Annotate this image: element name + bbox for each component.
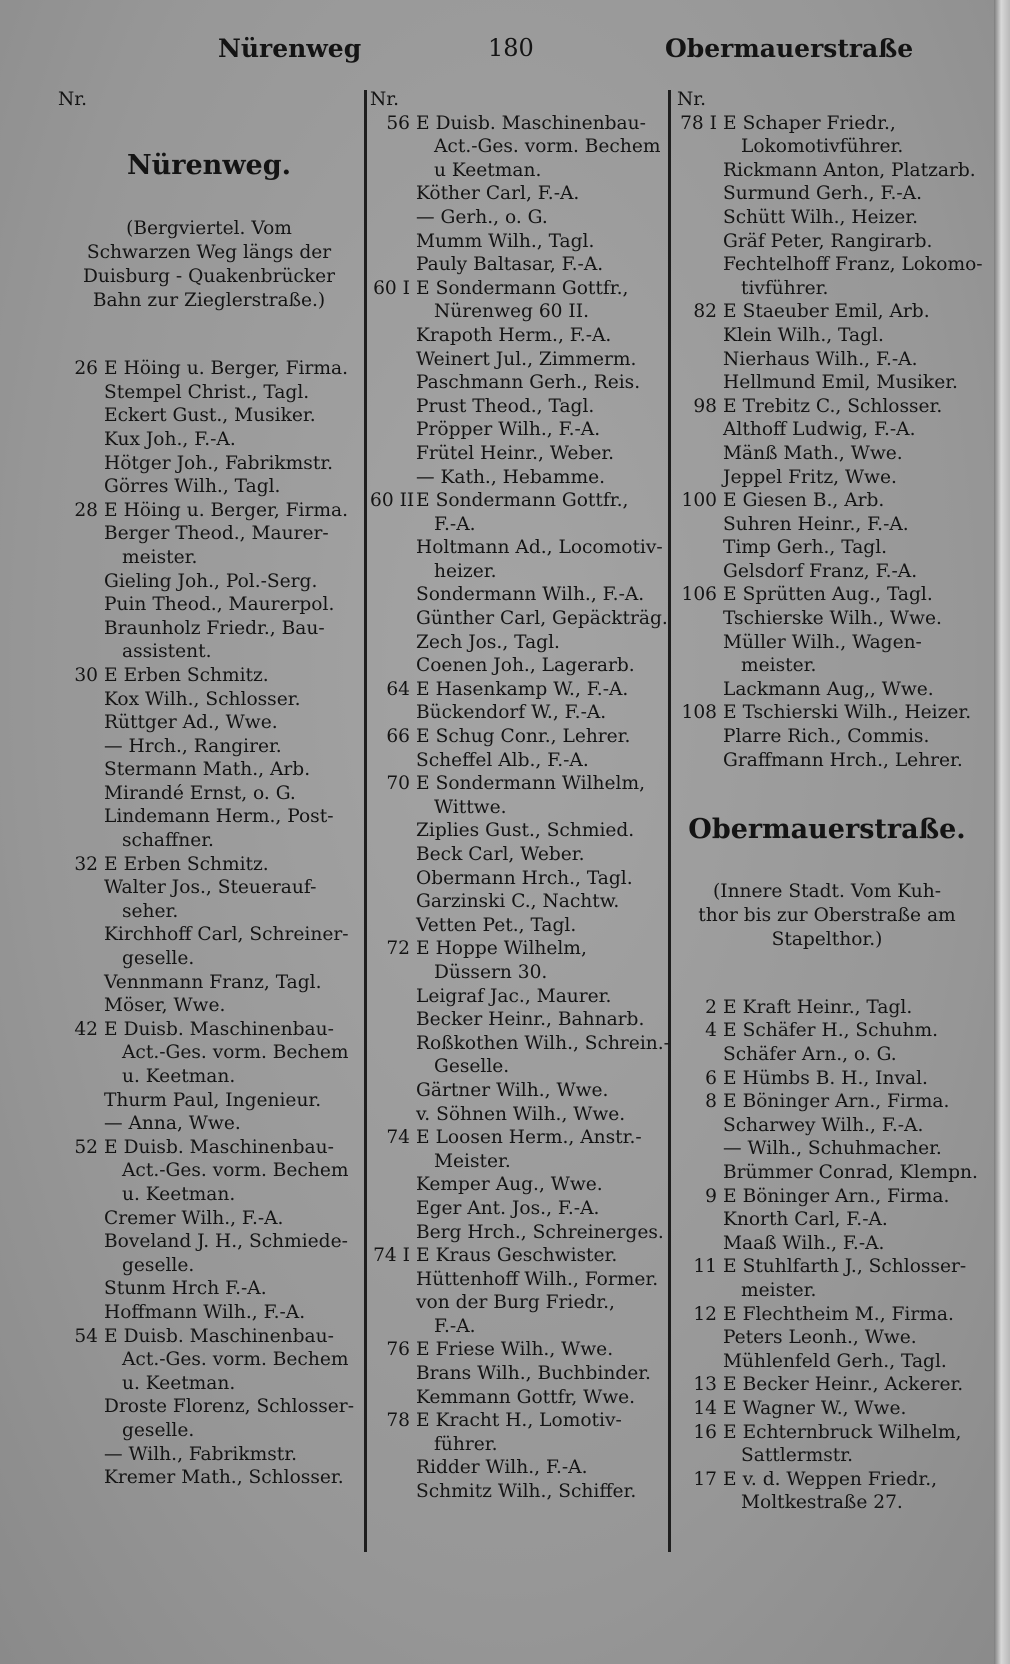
resident-entry: Stunm Hrch F.-A. xyxy=(104,1278,267,1300)
resident-entry: Althoff Ludwig, F.-A. xyxy=(723,419,916,441)
owner-marker: E xyxy=(723,1020,737,1042)
resident-entry: Gieling Joh., Pol.-Serg. xyxy=(104,570,318,592)
resident-entry: Ridder Wilh., F.-A. xyxy=(416,1457,588,1479)
house-number: 60 II xyxy=(370,490,415,512)
resident-entry: von der Burg Friedr., xyxy=(416,1292,615,1314)
house-entry xyxy=(370,937,665,961)
house-entry xyxy=(677,489,977,513)
owner-name: Hoppe Wilhelm, xyxy=(435,938,587,960)
house-number: 54 xyxy=(74,1325,98,1347)
description-line: Bahn zur Zieglerstraße.) xyxy=(92,290,326,312)
resident-entry: Mänß Math., Wwe. xyxy=(723,442,903,464)
house-entry xyxy=(370,772,665,796)
resident-entry: — Wilh., Schuhmacher. xyxy=(723,1138,942,1160)
owner-marker: E xyxy=(723,395,737,417)
owner-name: Duisb. Maschinenbau- xyxy=(435,112,646,134)
house-entry xyxy=(677,1303,977,1327)
owner-marker: E xyxy=(723,1067,737,1089)
house-number: 72 xyxy=(386,938,410,960)
owner-marker: E xyxy=(104,499,118,521)
owner-name: Duisb. Maschinenbau- xyxy=(123,1136,334,1158)
house-number: 28 xyxy=(74,499,98,521)
owner-name: Flechtheim M., Firma. xyxy=(742,1303,954,1325)
house-number: 78 I xyxy=(680,112,717,134)
owner-marker: E xyxy=(416,1410,430,1432)
resident-entry: Görres Wilh., Tagl. xyxy=(104,476,281,498)
house-number: 98 xyxy=(693,395,717,417)
house-entry xyxy=(370,112,665,136)
owner-name: Duisb. Maschinenbau- xyxy=(123,1325,334,1347)
resident-entry: Kux Joh., F.-A. xyxy=(104,428,236,450)
owner-name: Sondermann Wilhelm, xyxy=(435,773,646,795)
owner-name: Kraft Heinr., Tagl. xyxy=(742,996,913,1018)
entry-continuation: u Keetman. xyxy=(434,159,542,181)
owner-name: Schaper Friedr., xyxy=(742,112,896,134)
house-entry xyxy=(677,1090,977,1114)
house-entry xyxy=(58,357,360,381)
resident-entry: Suhren Heinr., F.-A. xyxy=(723,513,909,535)
house-entry xyxy=(370,1126,665,1150)
resident-entry: Brans Wilh., Buchbinder. xyxy=(416,1363,651,1385)
house-entry xyxy=(677,583,977,607)
resident-entry: Thurm Paul, Ingenieur. xyxy=(104,1089,322,1111)
resident-entry: Schäfer Arn., o. G. xyxy=(723,1044,897,1065)
owner-name: Wagner W., Wwe. xyxy=(742,1397,907,1419)
owner-marker: E xyxy=(104,1325,118,1347)
owner-name: Kraus Geschwister. xyxy=(435,1245,618,1267)
entry-continuation: Act.-Ges. vorm. Bechem xyxy=(122,1042,349,1064)
house-number: 108 xyxy=(681,702,717,724)
house-entry xyxy=(677,1468,977,1492)
owner-name: Erben Schmitz. xyxy=(123,664,269,686)
house-number: 78 xyxy=(386,1410,410,1432)
entry-continuation: meister. xyxy=(741,655,817,677)
resident-entry: Nierhaus Wilh., F.-A. xyxy=(723,348,918,370)
resident-entry: Bückendorf W., F.-A. xyxy=(416,702,607,724)
resident-entry: Kemmann Gottfr, Wwe. xyxy=(416,1386,636,1408)
owner-name: Böninger Arn., Firma. xyxy=(742,1185,950,1207)
owner-marker: E xyxy=(723,1091,737,1113)
resident-entry: Kirchhoff Carl, Schreiner- xyxy=(104,924,349,946)
resident-entry: Schütt Wilh., Heizer. xyxy=(723,206,919,228)
resident-entry: Klein Wilh., Tagl. xyxy=(723,324,884,346)
owner-marker: E xyxy=(723,1468,737,1490)
house-number: 70 xyxy=(386,773,410,795)
house-number: 106 xyxy=(681,584,717,606)
resident-entry: Graffmann Hrch., Lehrer. xyxy=(723,749,963,771)
resident-entry: Paschmann Gerh., Reis. xyxy=(416,372,641,394)
house-entry xyxy=(58,1325,360,1349)
house-entry xyxy=(58,853,360,877)
owner-marker: E xyxy=(723,301,737,323)
entry-continuation: Act.-Ges. vorm. Bechem xyxy=(434,136,661,158)
resident-entry: Pröpper Wilh., F.-A. xyxy=(416,419,601,441)
owner-name: Echternbruck Wilhelm, xyxy=(742,1421,962,1443)
owner-name: Schug Conr., Lehrer. xyxy=(435,726,631,748)
entry-list-col3-nurenweg xyxy=(677,112,983,773)
entry-continuation: assistent. xyxy=(122,641,212,663)
house-number: 74 xyxy=(386,1127,410,1149)
resident-entry: Stempel Christ., Tagl. xyxy=(104,381,310,403)
nr-label: Nr. xyxy=(677,89,707,110)
owner-marker: E xyxy=(416,1245,430,1267)
resident-entry: Prust Theod., Tagl. xyxy=(416,395,595,417)
resident-entry: Hüttenhoff Wilh., Former. xyxy=(416,1268,659,1290)
owner-marker: E xyxy=(416,490,430,512)
resident-entry: Gelsdorf Franz, F.-A. xyxy=(723,560,918,582)
owner-name: Höing u. Berger, Firma. xyxy=(123,499,349,521)
resident-entry: — Anna, Wwe. xyxy=(104,1113,241,1135)
owner-marker: E xyxy=(723,1374,737,1396)
house-entry xyxy=(677,1397,977,1421)
entry-list-col2 xyxy=(370,112,670,1504)
resident-entry: Eckert Gust., Musiker. xyxy=(104,405,316,427)
owner-name: Becker Heinr., Ackerer. xyxy=(742,1374,964,1396)
entry-continuation: führer. xyxy=(434,1433,498,1455)
owner-marker: E xyxy=(723,1397,737,1419)
resident-entry: Roßkothen Wilh., Schrein.- xyxy=(416,1032,670,1054)
description-line: (Innere Stadt. Vom Kuh- xyxy=(712,880,942,902)
resident-entry: Lindemann Herm., Post- xyxy=(104,806,334,828)
house-entry xyxy=(677,1255,977,1279)
description-line: (Bergviertel. Vom xyxy=(126,218,292,240)
owner-name: Giesen B., Arb. xyxy=(742,490,885,512)
owner-marker: E xyxy=(723,702,737,724)
resident-entry: Müller Wilh., Wagen- xyxy=(723,631,922,653)
resident-entry: — Kath., Hebamme. xyxy=(416,466,606,488)
resident-entry: Kemper Aug., Wwe. xyxy=(416,1174,603,1196)
owner-marker: E xyxy=(723,490,737,512)
entry-continuation: Act.-Ges. vorm. Bechem xyxy=(122,1349,349,1371)
house-entry xyxy=(677,300,977,324)
resident-entry: Eger Ant. Jos., F.-A. xyxy=(416,1197,600,1219)
column-rule-1 xyxy=(364,90,367,1552)
entry-continuation: F.-A. xyxy=(434,513,476,535)
owner-marker: E xyxy=(104,664,118,686)
resident-entry: Gräf Peter, Rangirarb. xyxy=(723,230,933,252)
owner-marker: E xyxy=(416,1127,430,1149)
resident-entry: Kox Wilh., Schlosser. xyxy=(104,688,301,710)
page-edge xyxy=(994,0,1010,1664)
resident-entry: Garzinski C., Nachtw. xyxy=(416,891,620,913)
house-number: 60 I xyxy=(373,277,410,299)
house-entry xyxy=(58,499,360,523)
entry-continuation: heizer. xyxy=(434,560,497,582)
house-number: 100 xyxy=(681,490,717,512)
entry-continuation: F.-A. xyxy=(434,1315,476,1337)
entry-list-col3-obermauerstrasse xyxy=(677,996,977,1515)
resident-entry: Möser, Wwe. xyxy=(104,995,226,1017)
entry-continuation: Nürenweg 60 II. xyxy=(434,301,590,323)
owner-name: Friese Wilh., Wwe. xyxy=(435,1339,614,1361)
house-number: 8 xyxy=(705,1091,717,1113)
resident-entry: Beck Carl, Weber. xyxy=(416,844,585,865)
entry-continuation: Act.-Ges. vorm. Bechem xyxy=(122,1160,349,1182)
resident-entry: Scheffel Alb., F.-A. xyxy=(416,749,589,771)
entry-continuation: tivführer. xyxy=(741,277,829,299)
house-entry xyxy=(677,1421,977,1445)
owner-name: Sondermann Gottfr., xyxy=(435,490,629,512)
resident-entry: Hoffmann Wilh., F.-A. xyxy=(104,1301,306,1323)
resident-entry: — Hrch., Rangirer. xyxy=(104,735,282,757)
house-entry xyxy=(58,1018,360,1042)
page-number: 180 xyxy=(488,34,534,62)
house-number: 2 xyxy=(705,996,717,1018)
section-description-obermauerstrasse xyxy=(677,880,977,952)
resident-entry: Timp Gerh., Tagl. xyxy=(723,537,888,559)
house-number: 11 xyxy=(693,1256,717,1278)
house-entry xyxy=(58,1136,360,1160)
house-entry xyxy=(370,678,665,702)
entry-continuation: Moltkestraße 27. xyxy=(741,1492,903,1514)
resident-entry: Mumm Wilh., Tagl. xyxy=(416,230,595,252)
entry-continuation: Geselle. xyxy=(434,1056,510,1078)
owner-name: Hasenkamp W., F.-A. xyxy=(435,678,629,700)
house-entry xyxy=(677,1067,977,1091)
resident-entry: Surmund Gerh., F.-A. xyxy=(723,183,922,205)
resident-entry: Hellmund Emil, Musiker. xyxy=(723,372,958,394)
house-entry xyxy=(58,664,360,688)
owner-marker: E xyxy=(416,112,430,134)
entry-continuation: u. Keetman. xyxy=(122,1066,236,1087)
house-number: 74 I xyxy=(373,1245,410,1267)
entry-continuation: geselle. xyxy=(122,1419,195,1441)
resident-entry: Puin Theod., Maurerpol. xyxy=(104,594,335,616)
owner-name: Staeuber Emil, Arb. xyxy=(742,301,930,323)
entry-continuation: geselle. xyxy=(122,948,195,970)
owner-name: Sondermann Gottfr., xyxy=(435,277,629,299)
house-entry xyxy=(677,112,977,136)
owner-marker: E xyxy=(416,938,430,960)
header-left-street: Nürenweg xyxy=(218,34,362,63)
house-number: 42 xyxy=(74,1018,98,1040)
resident-entry: Vennmann Franz, Tagl. xyxy=(104,971,322,993)
house-number: 56 xyxy=(386,112,410,134)
column-3 xyxy=(677,88,983,1558)
resident-entry: Tschierske Wilh., Wwe. xyxy=(723,608,942,630)
resident-entry: Sondermann Wilh., F.-A. xyxy=(416,584,645,606)
entry-continuation: Wittwe. xyxy=(434,796,507,818)
house-entry xyxy=(677,1185,977,1209)
column-2 xyxy=(370,88,670,1558)
resident-entry: Pauly Baltasar, F.-A. xyxy=(416,254,604,276)
owner-marker: E xyxy=(416,277,430,299)
resident-entry: Berger Theod., Maurer- xyxy=(104,523,329,545)
owner-marker: E xyxy=(104,358,118,380)
house-entry xyxy=(677,395,977,419)
house-number: 26 xyxy=(74,358,98,380)
resident-entry: Jeppel Fritz, Wwe. xyxy=(723,466,897,488)
section-description-nurenweg xyxy=(58,217,360,313)
owner-marker: E xyxy=(723,112,737,134)
resident-entry: — Wilh., Fabrikmstr. xyxy=(104,1443,298,1465)
owner-name: Duisb. Maschinenbau- xyxy=(123,1018,334,1040)
resident-entry: Walter Jos., Steuerauf- xyxy=(104,877,317,899)
description-line: Duisburg - Quakenbrücker xyxy=(82,266,336,288)
entry-continuation: geselle. xyxy=(122,1254,195,1276)
owner-marker: E xyxy=(723,1185,737,1207)
owner-name: Tschierski Wilh., Heizer. xyxy=(742,702,972,724)
resident-entry: Berg Hrch., Schreinerges. xyxy=(416,1221,664,1243)
owner-name: Trebitz C., Schlosser. xyxy=(742,395,943,417)
resident-entry: — Gerh., o. G. xyxy=(416,206,548,228)
description-line: thor bis zur Oberstraße am xyxy=(698,904,956,926)
resident-entry: Krapoth Herm., F.-A. xyxy=(416,324,612,346)
resident-entry: Cremer Wilh., F.-A. xyxy=(104,1207,284,1229)
owner-name: Hümbs B. H., Inval. xyxy=(742,1067,928,1089)
owner-marker: E xyxy=(416,678,430,700)
owner-name: Sprütten Aug., Tagl. xyxy=(742,584,933,606)
resident-entry: Obermann Hrch., Tagl. xyxy=(416,867,633,889)
owner-marker: E xyxy=(104,1018,118,1040)
resident-entry: Rickmann Anton, Platzarb. xyxy=(723,159,976,181)
house-number: 17 xyxy=(693,1468,717,1490)
house-entry xyxy=(677,996,977,1020)
house-entry xyxy=(370,1244,665,1268)
page-header xyxy=(0,34,1010,70)
owner-name: Erben Schmitz. xyxy=(123,853,269,875)
house-entry xyxy=(677,1019,977,1043)
house-number: 9 xyxy=(705,1185,717,1207)
entry-continuation: Meister. xyxy=(434,1150,511,1172)
resident-entry: Coenen Joh., Lagerarb. xyxy=(416,655,635,677)
house-number: 66 xyxy=(386,726,410,748)
description-line: Schwarzen Weg längs der xyxy=(86,242,332,264)
house-number: 76 xyxy=(386,1339,410,1361)
house-number: 12 xyxy=(693,1303,717,1325)
header-right-street: Obermauerstraße xyxy=(665,34,914,63)
resident-entry: Gärtner Wilh., Wwe. xyxy=(416,1079,609,1101)
owner-name: Schäfer H., Schuhm. xyxy=(742,1020,939,1042)
resident-entry: Zech Jos., Tagl. xyxy=(416,631,560,653)
resident-entry: Lackmann Aug,, Wwe. xyxy=(723,678,934,700)
section-title-obermauerstrasse: Obermauerstraße. xyxy=(688,814,966,846)
entry-continuation: schaffner. xyxy=(122,830,214,852)
house-number: 13 xyxy=(693,1374,717,1396)
resident-entry: Maaß Wilh., F.-A. xyxy=(723,1232,885,1254)
resident-entry: Peters Leonh., Wwe. xyxy=(723,1327,917,1349)
resident-entry: Stermann Math., Arb. xyxy=(104,759,311,781)
owner-name: v. d. Weppen Friedr., xyxy=(742,1468,938,1490)
house-entry xyxy=(370,1338,665,1362)
house-entry xyxy=(370,489,665,513)
resident-entry: Leigraf Jac., Maurer. xyxy=(416,985,612,1007)
owner-marker: E xyxy=(416,773,430,795)
house-entry xyxy=(370,1409,665,1433)
entry-continuation: meister. xyxy=(122,546,198,568)
resident-entry: v. Söhnen Wilh., Wwe. xyxy=(416,1103,626,1125)
owner-marker: E xyxy=(723,1421,737,1443)
resident-entry: Vetten Pet., Tagl. xyxy=(416,914,577,936)
nr-label: Nr. xyxy=(370,89,400,110)
owner-marker: E xyxy=(416,726,430,748)
resident-entry: Schmitz Wilh., Schiffer. xyxy=(416,1481,637,1503)
owner-name: Böninger Arn., Firma. xyxy=(742,1091,950,1113)
entry-continuation: Lokomotivführer. xyxy=(741,136,904,158)
owner-marker: E xyxy=(104,1136,118,1158)
resident-entry: Braunholz Friedr., Bau- xyxy=(104,617,325,639)
resident-entry: Frütel Heinr., Weber. xyxy=(416,442,615,464)
owner-marker: E xyxy=(723,996,737,1018)
resident-entry: Kremer Math., Schlosser. xyxy=(104,1467,344,1489)
house-entry xyxy=(677,1373,977,1397)
house-number: 30 xyxy=(74,664,98,686)
entry-continuation: meister. xyxy=(741,1279,817,1301)
owner-name: Kracht H., Lomotiv- xyxy=(435,1410,622,1432)
house-number: 4 xyxy=(705,1020,717,1042)
owner-marker: E xyxy=(416,1339,430,1361)
entry-continuation: u. Keetman. xyxy=(122,1183,236,1205)
house-number: 52 xyxy=(74,1136,98,1158)
house-entry xyxy=(677,701,977,725)
resident-entry: Mirandé Ernst, o. G. xyxy=(104,782,296,804)
owner-marker: E xyxy=(104,853,118,875)
owner-marker: E xyxy=(723,584,737,606)
description-line: Stapelthor.) xyxy=(771,928,883,950)
resident-entry: Rüttger Ad., Wwe. xyxy=(104,712,278,734)
section-title-nurenweg: Nürenweg. xyxy=(126,149,292,181)
resident-entry: Boveland J. H., Schmiede- xyxy=(104,1231,348,1253)
entry-continuation: u. Keetman. xyxy=(122,1372,236,1394)
house-number: 16 xyxy=(693,1421,717,1443)
resident-entry: Ziplies Gust., Schmied. xyxy=(416,820,635,842)
resident-entry: Scharwey Wilh., F.-A. xyxy=(723,1114,924,1136)
resident-entry: Holtmann Ad., Locomotiv- xyxy=(416,537,663,559)
entry-continuation: Düssern 30. xyxy=(434,961,548,983)
resident-entry: Droste Florenz, Schlosser- xyxy=(104,1396,354,1418)
resident-entry: Plarre Rich., Commis. xyxy=(723,726,930,748)
house-number: 32 xyxy=(74,853,98,875)
resident-entry: Weinert Jul., Zimmerm. xyxy=(416,348,637,370)
house-entry xyxy=(370,277,665,301)
entry-continuation: Sattlermstr. xyxy=(741,1445,854,1467)
house-number: 14 xyxy=(693,1397,717,1419)
owner-marker: E xyxy=(723,1256,737,1278)
resident-entry: Günther Carl, Gepäckträg. xyxy=(416,608,668,630)
nr-label: Nr. xyxy=(58,89,88,110)
resident-entry: Knorth Carl, F.-A. xyxy=(723,1209,888,1231)
owner-name: Loosen Herm., Anstr.- xyxy=(435,1127,642,1149)
resident-entry: Fechtelhoff Franz, Lokomo- xyxy=(723,254,983,276)
entry-list-col1 xyxy=(58,357,360,1490)
resident-entry: Köther Carl, F.-A. xyxy=(416,183,580,205)
entry-continuation: seher. xyxy=(122,900,179,922)
owner-name: Stuhlfarth J., Schlosser- xyxy=(742,1256,967,1278)
resident-entry: Mühlenfeld Gerh., Tagl. xyxy=(723,1350,947,1372)
house-number: 64 xyxy=(386,678,410,700)
owner-name: Höing u. Berger, Firma. xyxy=(123,358,349,380)
column-rule-2 xyxy=(668,90,671,1552)
column-1 xyxy=(58,88,360,1558)
house-number: 6 xyxy=(705,1067,717,1089)
house-entry xyxy=(370,725,665,749)
house-number: 82 xyxy=(693,301,717,323)
resident-entry: Becker Heinr., Bahnarb. xyxy=(416,1009,645,1031)
resident-entry: Hötger Joh., Fabrikmstr. xyxy=(104,452,334,474)
owner-marker: E xyxy=(723,1303,737,1325)
resident-entry: Brümmer Conrad, Klempn. xyxy=(723,1161,978,1183)
